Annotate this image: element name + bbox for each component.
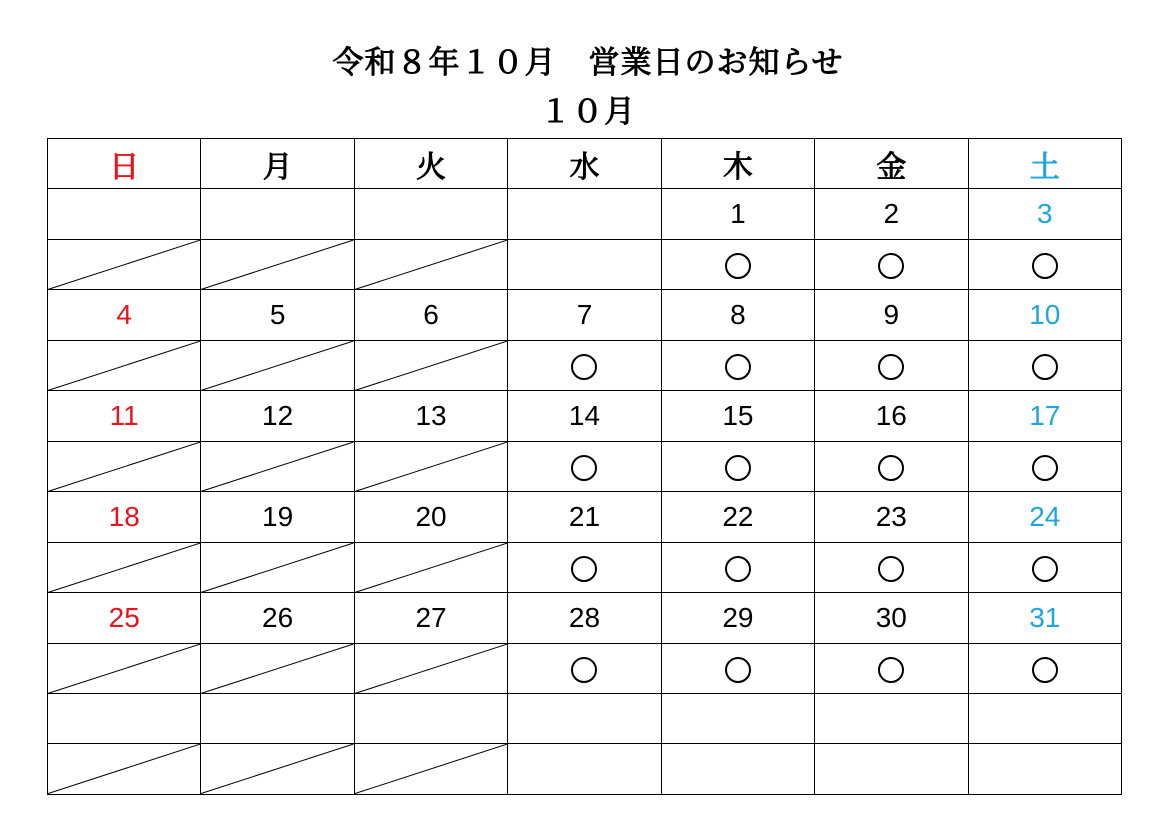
status-cell-thu [661, 744, 814, 795]
status-cell-sat [968, 239, 1121, 289]
status-cell-wed [508, 542, 661, 592]
page-title: 令和８年１０月 営業日のお知らせ [332, 45, 844, 81]
date-cell-tue [354, 693, 507, 743]
date-row [48, 189, 1122, 239]
open-circle-icon [725, 657, 751, 683]
closed-slash-icon [201, 644, 353, 693]
status-cell-tue [354, 340, 507, 390]
date-cell-wed [508, 189, 661, 239]
closed-slash-icon [48, 644, 200, 693]
closed-slash-icon [48, 744, 200, 794]
status-cell-tue [354, 542, 507, 592]
date-row [48, 391, 1122, 441]
open-circle-icon [878, 354, 904, 380]
weekday-thu: 木 [661, 139, 814, 189]
date-cell-sun: 18 [48, 492, 201, 542]
date-cell-mon [201, 189, 354, 239]
open-circle-icon [1032, 253, 1058, 279]
status-cell-thu [661, 340, 814, 390]
closed-slash-icon [201, 341, 353, 390]
date-cell-sat: 31 [968, 593, 1121, 643]
date-cell-thu: 29 [661, 593, 814, 643]
date-cell-sat: 24 [968, 492, 1121, 542]
date-row [48, 492, 1122, 542]
status-cell-tue [354, 643, 507, 693]
open-circle-icon [878, 657, 904, 683]
date-cell-thu: 15 [661, 391, 814, 441]
date-cell-fri: 16 [815, 391, 968, 441]
status-cell-fri [815, 744, 968, 795]
date-cell-tue: 13 [354, 391, 507, 441]
date-cell-sat: 3 [968, 189, 1121, 239]
date-cell-thu: 8 [661, 290, 814, 340]
status-cell-sun [48, 744, 201, 795]
status-cell-tue [354, 744, 507, 795]
open-circle-icon [878, 455, 904, 481]
open-circle-icon [878, 556, 904, 582]
open-circle-icon [725, 455, 751, 481]
weekday-wed: 水 [508, 139, 661, 189]
status-cell-mon [201, 340, 354, 390]
status-row [48, 643, 1122, 693]
weekday-sat: 土 [968, 139, 1121, 189]
weekday-mon: 月 [201, 139, 354, 189]
status-cell-mon [201, 643, 354, 693]
status-cell-fri [815, 239, 968, 289]
weekday-header-row [48, 139, 1122, 189]
status-cell-sun [48, 643, 201, 693]
date-cell-fri [815, 693, 968, 743]
status-cell-mon [201, 744, 354, 795]
date-cell-mon: 19 [201, 492, 354, 542]
status-cell-sat [968, 744, 1121, 795]
open-circle-icon [1032, 657, 1058, 683]
open-circle-icon [571, 556, 597, 582]
status-cell-sun [48, 441, 201, 491]
closed-slash-icon [355, 341, 507, 390]
date-row [48, 693, 1122, 743]
date-cell-tue [354, 189, 507, 239]
status-cell-wed [508, 643, 661, 693]
status-row [48, 542, 1122, 592]
closed-slash-icon [201, 240, 353, 289]
open-circle-icon [1032, 556, 1058, 582]
status-cell-fri [815, 340, 968, 390]
open-circle-icon [725, 556, 751, 582]
open-circle-icon [571, 455, 597, 481]
status-cell-wed [508, 441, 661, 491]
closed-slash-icon [48, 341, 200, 390]
date-cell-mon: 26 [201, 593, 354, 643]
status-cell-sat [968, 542, 1121, 592]
status-row [48, 744, 1122, 795]
open-circle-icon [571, 657, 597, 683]
closed-slash-icon [48, 240, 200, 289]
status-row [48, 340, 1122, 390]
date-cell-sun [48, 189, 201, 239]
status-cell-tue [354, 239, 507, 289]
open-circle-icon [1032, 455, 1058, 481]
date-cell-tue: 27 [354, 593, 507, 643]
closed-slash-icon [48, 442, 200, 491]
status-cell-sat [968, 340, 1121, 390]
calendar-table [47, 138, 1122, 795]
date-cell-sat: 10 [968, 290, 1121, 340]
status-cell-sun [48, 340, 201, 390]
date-cell-sat [968, 693, 1121, 743]
open-circle-icon [1032, 354, 1058, 380]
date-cell-thu: 1 [661, 189, 814, 239]
date-cell-wed: 7 [508, 290, 661, 340]
date-cell-sun: 25 [48, 593, 201, 643]
status-cell-mon [201, 542, 354, 592]
date-cell-fri: 2 [815, 189, 968, 239]
status-cell-thu [661, 643, 814, 693]
closed-slash-icon [48, 543, 200, 592]
date-cell-wed: 14 [508, 391, 661, 441]
status-cell-sat [968, 643, 1121, 693]
date-cell-wed [508, 693, 661, 743]
date-cell-sun [48, 693, 201, 743]
date-cell-thu: 22 [661, 492, 814, 542]
status-row [48, 239, 1122, 289]
status-cell-wed [508, 744, 661, 795]
date-cell-tue: 20 [354, 492, 507, 542]
closed-slash-icon [355, 240, 507, 289]
date-cell-thu [661, 693, 814, 743]
open-circle-icon [571, 354, 597, 380]
status-cell-fri [815, 643, 968, 693]
open-circle-icon [725, 354, 751, 380]
open-circle-icon [725, 253, 751, 279]
status-cell-sat [968, 441, 1121, 491]
closed-slash-icon [201, 442, 353, 491]
status-cell-tue [354, 441, 507, 491]
date-cell-wed: 21 [508, 492, 661, 542]
status-cell-sun [48, 542, 201, 592]
weekday-fri: 金 [815, 139, 968, 189]
open-circle-icon [878, 253, 904, 279]
date-cell-sun: 11 [48, 391, 201, 441]
status-cell-wed [508, 340, 661, 390]
status-cell-fri [815, 441, 968, 491]
status-row [48, 441, 1122, 491]
closed-slash-icon [355, 543, 507, 592]
status-cell-thu [661, 542, 814, 592]
date-row [48, 290, 1122, 340]
date-cell-mon: 5 [201, 290, 354, 340]
status-cell-mon [201, 441, 354, 491]
closed-slash-icon [355, 644, 507, 693]
status-cell-thu [661, 239, 814, 289]
date-cell-tue: 6 [354, 290, 507, 340]
date-row [48, 593, 1122, 643]
date-cell-mon [201, 693, 354, 743]
status-cell-sun [48, 239, 201, 289]
date-cell-fri: 30 [815, 593, 968, 643]
date-cell-sat: 17 [968, 391, 1121, 441]
closed-slash-icon [355, 744, 507, 794]
status-cell-fri [815, 542, 968, 592]
date-cell-sun: 4 [48, 290, 201, 340]
date-cell-fri: 9 [815, 290, 968, 340]
status-cell-wed [508, 239, 661, 289]
date-cell-wed: 28 [508, 593, 661, 643]
date-cell-mon: 12 [201, 391, 354, 441]
closed-slash-icon [201, 543, 353, 592]
status-cell-thu [661, 441, 814, 491]
status-cell-mon [201, 239, 354, 289]
month-label: １０月 [540, 94, 636, 130]
closed-slash-icon [201, 744, 353, 794]
weekday-sun: 日 [48, 139, 201, 189]
closed-slash-icon [355, 442, 507, 491]
date-cell-fri: 23 [815, 492, 968, 542]
weekday-tue: 火 [354, 139, 507, 189]
